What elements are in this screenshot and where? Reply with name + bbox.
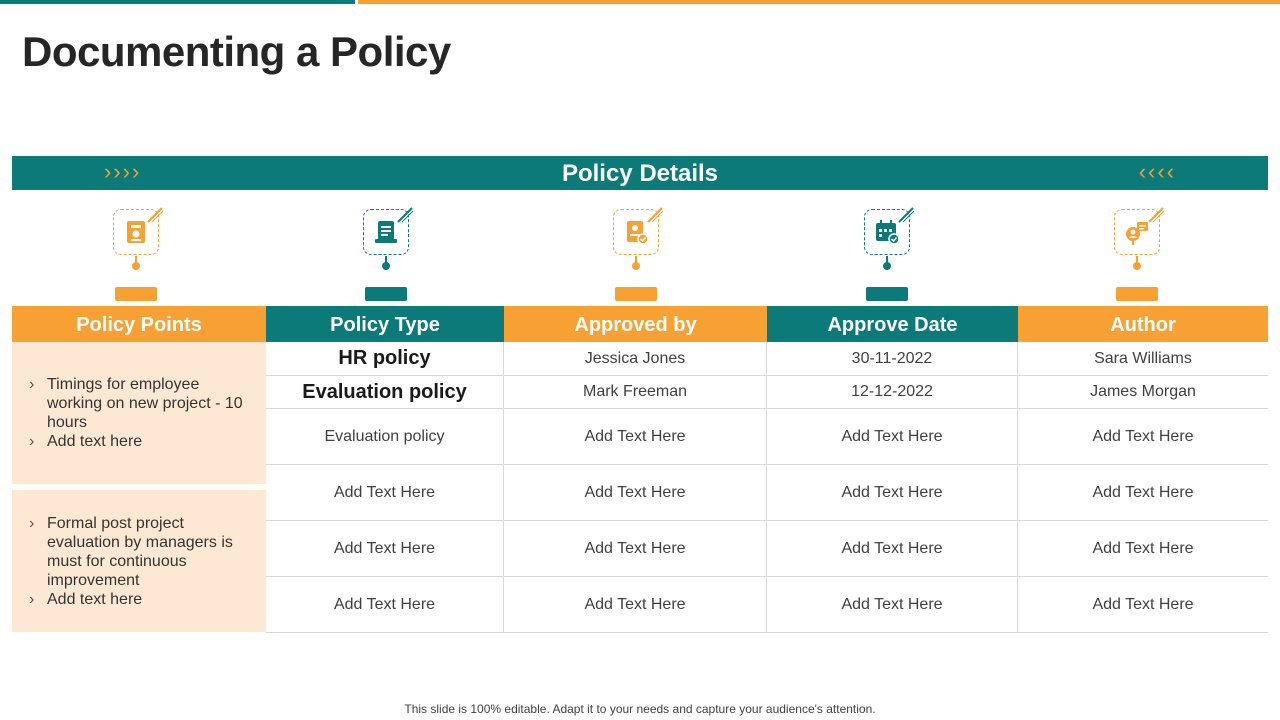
- banner-title: Policy Details: [561, 160, 719, 187]
- header-approve-date: Approve Date: [767, 306, 1018, 342]
- cell-policy-type: HR policy: [266, 342, 504, 375]
- cell-author: Add Text Here: [1092, 483, 1194, 501]
- table-row: [266, 409, 1268, 465]
- cell-approve-date: 12-12-2022: [767, 376, 1018, 408]
- cell-approve-date: Add Text Here: [767, 521, 1018, 576]
- header-policy-type: Policy Type: [266, 306, 504, 342]
- pen-icon: [146, 206, 164, 224]
- cell-policy-type: Add Text Here: [266, 577, 504, 632]
- chevrons-left-icon: ‹‹‹‹: [1138, 159, 1176, 184]
- top-accent-bar-teal: [0, 0, 355, 4]
- chevrons-right-icon: ››››: [104, 159, 142, 184]
- cell-policy-type: Add Text Here: [266, 465, 504, 520]
- table-row: [266, 376, 1268, 409]
- header-approved-by: Approved by: [504, 306, 767, 342]
- policy-point-bullet: › Add text here: [47, 432, 246, 451]
- pen-icon: [1147, 206, 1165, 224]
- cell-author: Add Text Here: [1092, 539, 1194, 557]
- policy-points-panel-2: [12, 490, 266, 632]
- policy-details-banner: [12, 156, 1268, 190]
- table-row: [266, 465, 1268, 521]
- cell-author: James Morgan: [1090, 383, 1196, 400]
- pen-icon: [646, 206, 664, 224]
- column-icon-approve-date: [857, 206, 917, 302]
- header-author: Author: [1018, 306, 1268, 342]
- footer-note: This slide is 100% editable. Adapt it to your needs and capture your audience's attention.: [404, 702, 876, 716]
- table-row: [266, 521, 1268, 577]
- cell-policy-type: Evaluation policy: [266, 409, 504, 464]
- cell-approved-by: Add Text Here: [504, 521, 767, 576]
- cell-author: Add Text Here: [1092, 427, 1194, 445]
- cell-author: Add Text Here: [1092, 595, 1194, 613]
- cell-author: Sara Williams: [1094, 349, 1192, 367]
- top-accent-bar-orange: [358, 0, 1280, 4]
- cell-approved-by: Add Text Here: [504, 577, 767, 632]
- pen-icon: [396, 206, 414, 224]
- cell-approve-date: Add Text Here: [767, 409, 1018, 464]
- cell-approve-date: Add Text Here: [767, 465, 1018, 520]
- page-title: Documenting a Policy: [22, 28, 451, 75]
- column-icon-policy-type: [356, 206, 416, 302]
- cell-approved-by: Add Text Here: [504, 465, 767, 520]
- cell-approved-by: Jessica Jones: [504, 342, 767, 375]
- column-icon-approved-by: [606, 206, 666, 302]
- column-icon-author: [1107, 206, 1167, 302]
- table-row: [266, 342, 1268, 376]
- header-policy-points: Policy Points: [12, 306, 266, 342]
- cell-approve-date: Add Text Here: [767, 577, 1018, 632]
- policy-point-bullet: › Add text here: [47, 590, 246, 609]
- table-row: [266, 577, 1268, 633]
- column-icon-policy-points: [106, 206, 166, 302]
- policy-point-bullet: › Formal post project evaluation by managers is must for continuous improvement: [47, 514, 246, 590]
- policy-point-bullet: › Timings for employee working on new project - 10 hours: [47, 375, 246, 432]
- cell-policy-type: Add Text Here: [266, 521, 504, 576]
- pen-icon: [897, 206, 915, 224]
- policy-points-panel-1: [12, 342, 266, 484]
- cell-policy-type: Evaluation policy: [266, 376, 504, 408]
- cell-approve-date: 30-11-2022: [767, 342, 1018, 375]
- cell-approved-by: Add Text Here: [504, 409, 767, 464]
- cell-approved-by: Mark Freeman: [504, 376, 767, 408]
